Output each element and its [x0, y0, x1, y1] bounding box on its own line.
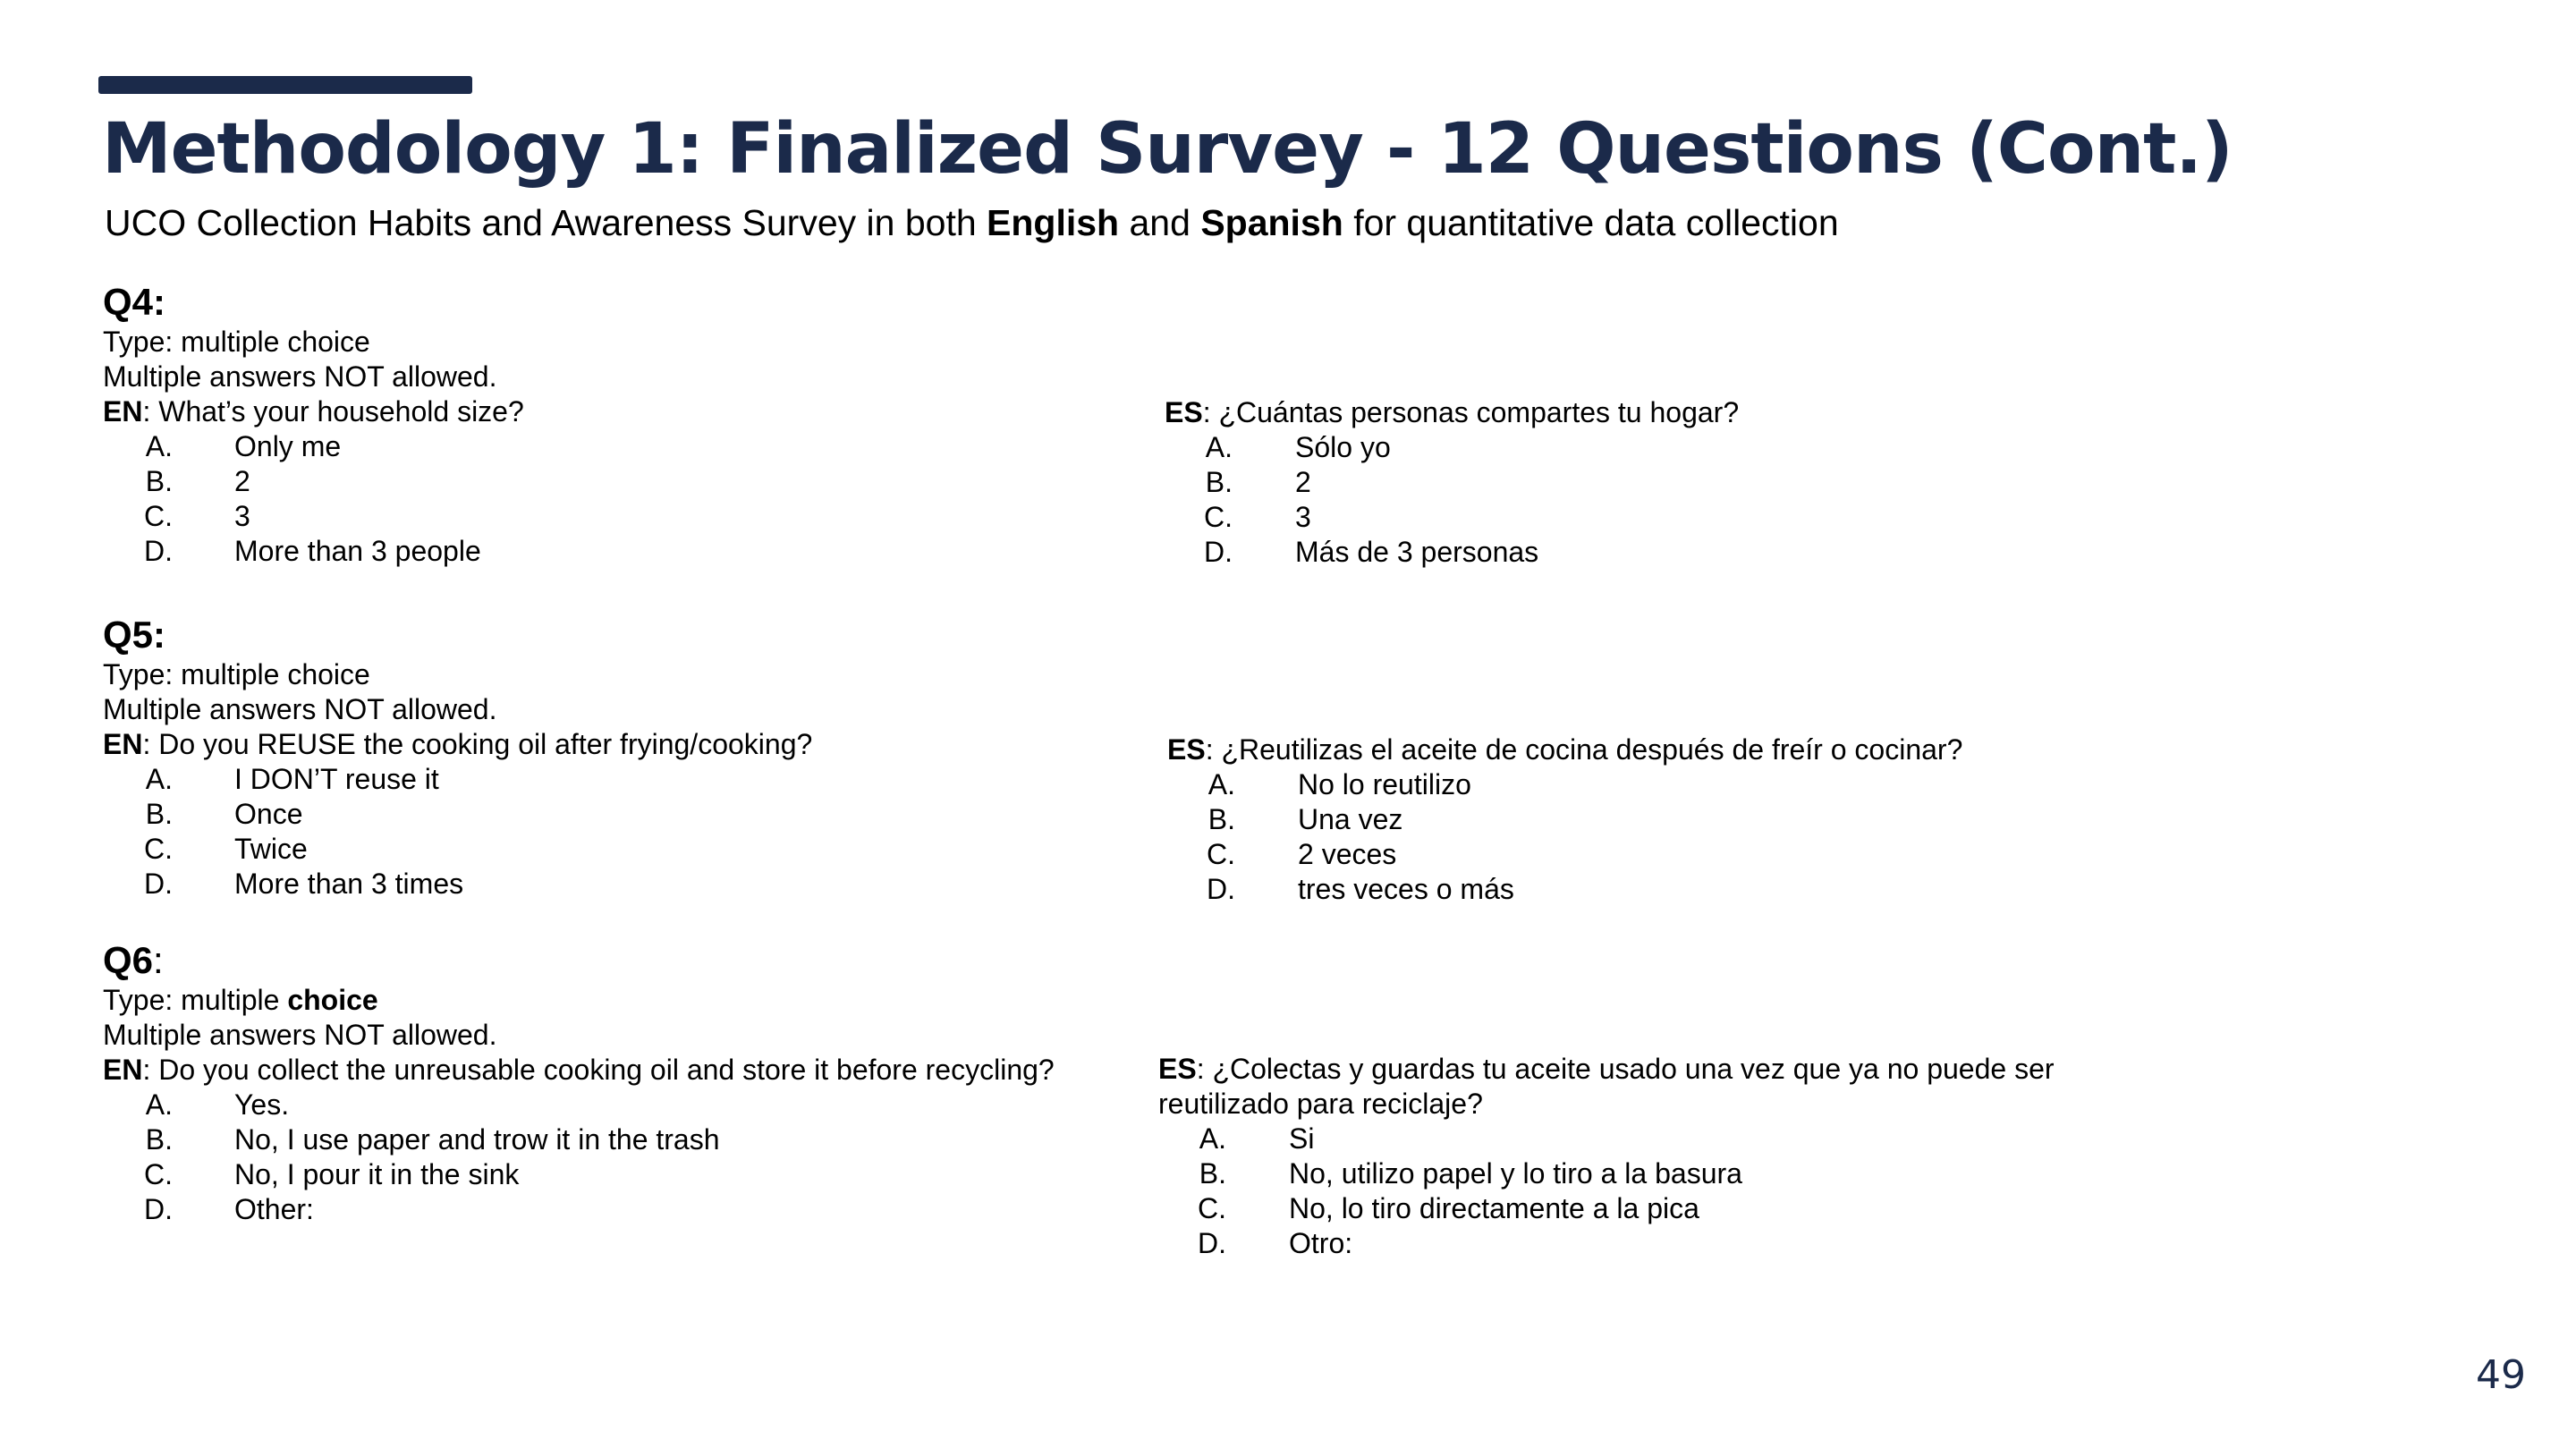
option-text: Si: [1289, 1122, 1315, 1155]
option-text: 2 veces: [1298, 838, 1397, 870]
q4-es-question-text: : ¿Cuántas personas compartes tu hogar?: [1202, 396, 1740, 428]
q4-type: [103, 325, 524, 360]
q4-en-question-text: : What’s your household size?: [142, 395, 524, 428]
option-letter: C.: [1204, 501, 1233, 533]
q5-es-option: [1167, 872, 1962, 907]
option-letter: C.: [1198, 1192, 1226, 1224]
q6-es-block: [1158, 1052, 2055, 1261]
q5-type: [103, 657, 812, 692]
subtitle-english: English: [987, 202, 1120, 243]
q5-en-option: [103, 867, 812, 902]
option-letter: B.: [145, 465, 173, 497]
title-accent-bar: [98, 76, 472, 94]
option-letter: B.: [1199, 1157, 1226, 1190]
q6-es-question-cont: reutilizado para reciclaje?: [1158, 1088, 1483, 1120]
option-letter: B.: [145, 1123, 173, 1156]
option-text: Yes.: [234, 1088, 290, 1121]
q6-en-option: [103, 1192, 1055, 1227]
slide-subtitle: [105, 202, 1839, 244]
q4-es-block: [1165, 395, 1739, 570]
q4-en-option: [103, 464, 524, 499]
q4-heading: Q4:: [103, 281, 166, 323]
option-letter: C.: [1207, 838, 1235, 870]
option-letter: D.: [144, 1193, 173, 1225]
q5-es-option: [1167, 837, 1962, 872]
es-label: ES: [1165, 396, 1203, 428]
q5-en-question: [103, 727, 812, 762]
option-text: 3: [1295, 501, 1311, 533]
es-label: ES: [1158, 1053, 1197, 1085]
option-text: 3: [234, 500, 250, 532]
option-text: Una vez: [1298, 803, 1403, 835]
option-letter: D.: [144, 535, 173, 567]
q5-en-option: [103, 797, 812, 832]
option-letter: D.: [144, 868, 173, 900]
option-text: No, I pour it in the sink: [234, 1158, 520, 1190]
q6-heading-text: Q6: [103, 939, 154, 981]
q4-es-option: [1165, 535, 1739, 570]
en-label: EN: [103, 395, 143, 428]
option-letter: A.: [1199, 1122, 1226, 1155]
option-letter: C.: [144, 500, 173, 532]
option-text: Otro:: [1289, 1227, 1353, 1259]
q4-type-text: Type: multiple choice: [103, 326, 370, 358]
subtitle-text: and: [1119, 202, 1201, 243]
q5-type-text: Type: multiple choice: [103, 658, 370, 690]
option-letter: A.: [145, 763, 173, 795]
option-letter: B.: [145, 798, 173, 830]
q6-en-option: [103, 1122, 1055, 1157]
q6-en-block: [103, 938, 1055, 1227]
option-text: Twice: [234, 833, 308, 865]
q6-en-question: [103, 1053, 1055, 1088]
q6-en-option: [103, 1088, 1055, 1122]
q4-en-option: [103, 429, 524, 464]
q5-es-question: [1167, 732, 1962, 767]
q4-en-option: [103, 534, 524, 569]
q5-es-option: [1167, 767, 1962, 802]
q4-es-question: [1165, 395, 1739, 430]
slide-title: Methodology 1: Finalized Survey - 12 Questions (Cont.): [102, 109, 2233, 190]
option-letter: A.: [145, 1088, 173, 1121]
q6-en-question-text: : Do you collect the unreusable cooking oil and store it before recycling?: [142, 1054, 1055, 1086]
option-letter: A.: [1208, 768, 1235, 800]
option-letter: D.: [1204, 536, 1233, 568]
option-text: 2: [234, 465, 250, 497]
q6-heading-colon: :: [153, 939, 164, 981]
q6-type-bold: choice: [287, 984, 378, 1016]
q6-en-option: [103, 1157, 1055, 1192]
q6-es-question: [1158, 1052, 2055, 1087]
option-text: Other:: [234, 1193, 314, 1225]
option-text: Más de 3 personas: [1295, 536, 1539, 568]
option-text: More than 3 people: [234, 535, 481, 567]
option-text: No lo reutilizo: [1298, 768, 1471, 800]
q5-es-question-text: : ¿Reutilizas el aceite de cocina después de freír o cocinar?: [1205, 733, 1963, 766]
q6-heading: [103, 938, 1055, 983]
option-text: No, lo tiro directamente a la pica: [1289, 1192, 1699, 1224]
q6-es-option: [1158, 1226, 2055, 1261]
subtitle-text: UCO Collection Habits and Awareness Survey in both: [105, 202, 987, 243]
q4-en-option: [103, 499, 524, 534]
q5-en-question-text: : Do you REUSE the cooking oil after frying/cooking?: [142, 728, 813, 760]
q6-es-option: [1158, 1191, 2055, 1226]
q5-es-option: [1167, 802, 1962, 837]
option-text: 2: [1295, 466, 1311, 498]
q6-type-text: Type: multiple: [103, 984, 288, 1016]
q4-es-option: [1165, 430, 1739, 465]
option-text: I DON’T reuse it: [234, 763, 439, 795]
option-text: tres veces o más: [1298, 873, 1514, 905]
q6-es-question-text: : ¿Colectas y guardas tu aceite usado una vez que ya no puede ser: [1196, 1053, 2055, 1085]
subtitle-spanish: Spanish: [1200, 202, 1343, 243]
option-text: Sólo yo: [1295, 431, 1391, 463]
q5-es-block: [1167, 732, 1962, 907]
q4-es-option: [1165, 465, 1739, 500]
option-letter: A.: [145, 430, 173, 462]
option-letter: B.: [1205, 466, 1233, 498]
en-label: EN: [103, 1054, 143, 1086]
option-text: Once: [234, 798, 303, 830]
q6-es-option: [1158, 1122, 2055, 1156]
q5-en-option: [103, 762, 812, 797]
q5-en-option: [103, 832, 812, 867]
subtitle-text: for quantitative data collection: [1343, 202, 1839, 243]
q6-es-option: [1158, 1156, 2055, 1191]
option-letter: A.: [1205, 431, 1233, 463]
option-letter: D.: [1207, 873, 1235, 905]
option-text: More than 3 times: [234, 868, 464, 900]
en-label: EN: [103, 728, 143, 760]
option-letter: D.: [1198, 1227, 1226, 1259]
q4-es-option: [1165, 500, 1739, 535]
q6-type: [103, 983, 1055, 1018]
es-label: ES: [1167, 733, 1206, 766]
option-letter: C.: [144, 1158, 173, 1190]
option-text: No, I use paper and trow it in the trash: [234, 1123, 720, 1156]
q4-multiple: Multiple answers NOT allowed.: [103, 360, 497, 393]
option-letter: C.: [144, 833, 173, 865]
q5-en-block: [103, 613, 812, 902]
option-text: Only me: [234, 430, 342, 462]
q5-heading: Q5:: [103, 614, 166, 656]
option-text: No, utilizo papel y lo tiro a la basura: [1289, 1157, 1742, 1190]
q6-multiple: Multiple answers NOT allowed.: [103, 1019, 497, 1051]
q4-en-question: [103, 394, 524, 429]
page-number: 49: [2476, 1352, 2526, 1398]
q4-en-block: [103, 280, 524, 569]
option-letter: B.: [1208, 803, 1235, 835]
q5-multiple: Multiple answers NOT allowed.: [103, 693, 497, 725]
